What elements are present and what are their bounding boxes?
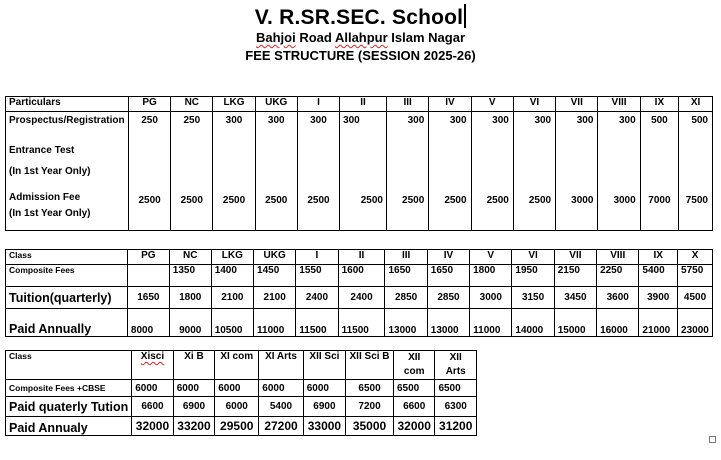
paragraph-mark-box-icon — [709, 436, 716, 443]
senior-secondary-fee-table — [5, 350, 477, 436]
fee-cell: 6000 — [259, 380, 303, 397]
column-header: III — [387, 97, 429, 112]
text-cursor — [464, 4, 466, 28]
column-header: Class — [6, 351, 132, 380]
fee-cell: 6500 — [346, 380, 394, 397]
fee-cell: 2150 — [554, 265, 596, 287]
fee-cell: 6300 — [435, 397, 477, 417]
fee-cell: 11500 — [338, 309, 385, 337]
column-header: PG — [128, 97, 170, 112]
row-label: Prospectus/Registration — [9, 115, 125, 126]
column-header: V — [471, 97, 513, 112]
column-header: Class — [6, 250, 128, 265]
fee-cell: 2400 — [296, 287, 338, 309]
fee-cell: 13000 — [427, 309, 469, 337]
fee-cell: 6000 — [215, 380, 259, 397]
column-header: VIII — [598, 97, 640, 112]
column-header: XII com — [393, 351, 434, 380]
fee-cell: 300 2500 — [297, 112, 339, 231]
column-header: X — [678, 250, 713, 265]
column-header: VIII — [597, 250, 639, 265]
fee-cell: 21000 — [639, 309, 678, 337]
column-header: IX — [640, 97, 678, 112]
fee-cell: 6600 — [132, 397, 173, 417]
fee-cell: 2100 — [254, 287, 296, 309]
fee-cell: 3900 — [639, 287, 678, 309]
fee-cell: 6000 — [215, 397, 259, 417]
fee-cell: 1550 — [296, 265, 338, 287]
table-row — [6, 287, 713, 309]
fee-cell: 300 3000 — [556, 112, 598, 231]
column-header: II — [338, 250, 385, 265]
column-header: XI com — [215, 351, 259, 380]
fee-cell: 1800 — [169, 287, 211, 309]
fee-cell: 1950 — [512, 265, 554, 287]
fee-cell: 300 2500 — [340, 112, 387, 231]
fee-cell: 11000 — [254, 309, 296, 337]
fee-cell: 3450 — [554, 287, 596, 309]
column-header: NC — [169, 250, 211, 265]
row-label: Composite Fees — [6, 265, 128, 287]
fee-cell: 300 2500 — [429, 112, 471, 231]
fee-cell: 500 7500 — [679, 112, 713, 231]
column-header: UKG — [255, 97, 297, 112]
column-header: IX — [639, 250, 678, 265]
fee-cell: 1650 — [385, 265, 427, 287]
fee-cell: 6600 — [393, 397, 434, 417]
column-header: V — [470, 250, 512, 265]
column-header: LKG — [211, 250, 253, 265]
fee-cell: 11000 — [470, 309, 512, 337]
fee-cell: 35000 — [346, 417, 394, 436]
fee-cell: 6000 — [303, 380, 345, 397]
column-header: Xisci — [132, 351, 173, 380]
row-label: Admission Fee — [9, 192, 81, 203]
column-header: III — [385, 250, 427, 265]
row-label: Paid Annualy — [6, 417, 132, 436]
fee-cell: 16000 — [597, 309, 639, 337]
column-header: I — [296, 250, 338, 265]
column-header: XI Arts — [259, 351, 303, 380]
fee-cell: 6900 — [303, 397, 345, 417]
table-row — [6, 417, 477, 436]
fee-cell: 6500 — [393, 380, 434, 397]
column-header: I — [297, 97, 339, 112]
fee-structure-subtitle: FEE STRUCTURE (SESSION 2025-26) — [245, 48, 476, 63]
school-address: Bahjoi Road Allahpur Islam Nagar — [255, 30, 466, 45]
fee-cell: 33200 — [173, 417, 214, 436]
row-sublabel: (In 1st Year Only) — [9, 208, 91, 219]
column-header: PG — [127, 250, 169, 265]
fee-cell: 33000 — [303, 417, 345, 436]
fee-cell: 32000 — [393, 417, 434, 436]
fee-cell: 6900 — [173, 397, 214, 417]
fee-cell: 31200 — [435, 417, 477, 436]
fee-cell: 250 2500 — [171, 112, 213, 231]
fee-cell: 11500 — [296, 309, 338, 337]
fee-cell: 5400 — [259, 397, 303, 417]
fee-cell: 5750 — [678, 265, 713, 287]
column-header: XII Arts — [435, 351, 477, 380]
fee-cell: 300 2500 — [387, 112, 429, 231]
column-header: Particulars — [6, 97, 129, 112]
column-header: UKG — [254, 250, 296, 265]
fee-cell: 2250 — [597, 265, 639, 287]
fee-cell: 2400 — [338, 287, 385, 309]
fee-cell: 3000 — [470, 287, 512, 309]
fee-cell: 2850 — [385, 287, 427, 309]
row-label: Composite Fees +CBSE — [6, 380, 132, 397]
table-row — [6, 309, 713, 337]
fee-cell: 6000 — [132, 380, 173, 397]
table-header-row — [6, 97, 713, 112]
fee-cell: 10500 — [211, 309, 253, 337]
fee-cell: 23000 — [678, 309, 713, 337]
row-sublabel: (In 1st Year Only) — [9, 166, 91, 177]
fee-cell: 9000 — [169, 309, 211, 337]
fee-cell: 1450 — [254, 265, 296, 287]
column-header: NC — [171, 97, 213, 112]
fee-cell: 29500 — [215, 417, 259, 436]
column-header: Xi B — [173, 351, 214, 380]
fee-cell: 300 2500 — [513, 112, 555, 231]
fee-cell: 300 2500 — [255, 112, 297, 231]
fee-cell: 500 7000 — [640, 112, 678, 231]
fee-cell: 32000 — [132, 417, 173, 436]
table-row — [6, 397, 477, 417]
column-header: II — [340, 97, 387, 112]
school-name-heading: V. R.SR.SEC. School — [0, 4, 721, 30]
fee-cell: 2100 — [211, 287, 253, 309]
fee-cell: 8000 — [127, 309, 169, 337]
column-header: XII Sci B — [346, 351, 394, 380]
row-label: Entrance Test — [9, 145, 75, 156]
column-header: XI — [679, 97, 713, 112]
fee-cell: 3150 — [512, 287, 554, 309]
fee-cell: 1350 — [169, 265, 211, 287]
table-row — [6, 265, 713, 287]
fee-cell: 13000 — [385, 309, 427, 337]
fee-cell: 4500 — [678, 287, 713, 309]
fee-cell: 15000 — [554, 309, 596, 337]
column-header: VI — [512, 250, 554, 265]
fee-cell: 14000 — [512, 309, 554, 337]
fee-cell: 6000 — [173, 380, 214, 397]
column-header: IV — [429, 97, 471, 112]
column-header: VI — [513, 97, 555, 112]
row-label: Paid Annually — [6, 309, 128, 337]
fee-cell: 1650 — [427, 265, 469, 287]
fee-cell: 3600 — [597, 287, 639, 309]
fee-cell: 1650 — [127, 287, 169, 309]
fee-cell: 250 2500 — [128, 112, 170, 231]
fee-cell: 1800 — [470, 265, 512, 287]
fee-cell: 2850 — [427, 287, 469, 309]
fee-cell: 1600 — [338, 265, 385, 287]
admission-fee-table — [5, 96, 713, 231]
fee-cell: 7200 — [346, 397, 394, 417]
fee-cell: 5400 — [639, 265, 678, 287]
row-label: Tuition(quarterly) — [6, 287, 128, 309]
fee-cell: 27200 — [259, 417, 303, 436]
row-label-group — [6, 112, 129, 231]
fee-cell: 1400 — [211, 265, 253, 287]
column-header: LKG — [213, 97, 255, 112]
fee-cell: 300 3000 — [598, 112, 640, 231]
column-header: VII — [556, 97, 598, 112]
fee-cell: 300 2500 — [213, 112, 255, 231]
row-label: Paid quaterly Tution — [6, 397, 132, 417]
column-header: IV — [427, 250, 469, 265]
annual-fee-table — [5, 249, 713, 337]
table-row — [6, 380, 477, 397]
fee-cell: 6500 — [435, 380, 477, 397]
column-header: VII — [554, 250, 596, 265]
column-header: XII Sci — [303, 351, 345, 380]
fee-cell — [127, 265, 169, 287]
fee-cell: 300 2500 — [471, 112, 513, 231]
table-header-row — [6, 250, 713, 265]
table-header-row — [6, 351, 477, 380]
